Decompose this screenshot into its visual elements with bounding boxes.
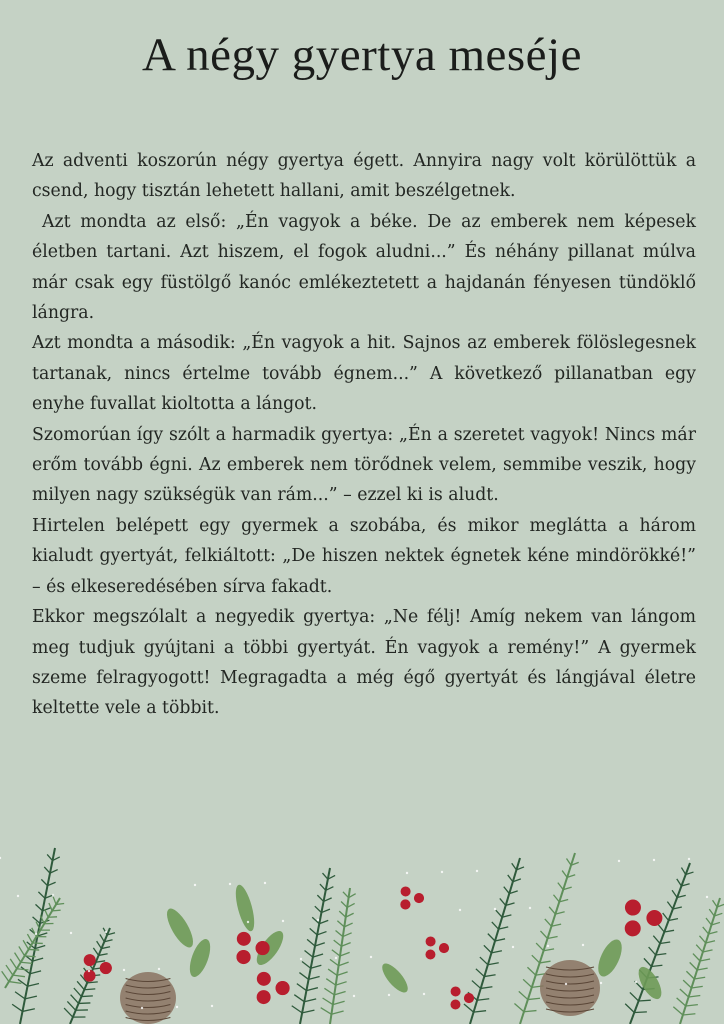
pine-needle: [336, 982, 347, 985]
pine-needle: [691, 986, 702, 988]
pine-needle: [519, 991, 528, 999]
pine-needle: [653, 936, 660, 944]
pine-needle: [21, 962, 32, 963]
snow-speck: [158, 968, 160, 970]
pine-needle: [292, 1006, 302, 1013]
pine-needle: [706, 918, 711, 925]
pine-needle: [663, 913, 669, 921]
pine-needle: [464, 1004, 474, 1012]
pine-needle: [311, 965, 322, 968]
pine-needle: [71, 995, 79, 1004]
pine-needle: [524, 1011, 537, 1012]
pine-needle: [30, 971, 41, 974]
pine-needle: [47, 854, 52, 860]
berry: [646, 910, 662, 926]
pine-needle: [49, 903, 52, 911]
pine-needle: [297, 984, 307, 991]
pine-needle: [27, 934, 32, 943]
pine-needle: [93, 948, 98, 956]
snow-speck: [247, 921, 249, 923]
snow-speck: [600, 982, 602, 984]
pine-needle: [56, 904, 64, 905]
pine-needle: [100, 934, 104, 941]
pine-needle: [496, 910, 502, 917]
berry: [464, 993, 474, 1003]
pine-needle: [302, 962, 311, 969]
pine-needle: [23, 1009, 35, 1012]
pine-needle: [677, 879, 682, 886]
snow-speck: [0, 857, 1, 859]
pine-needle: [686, 1005, 698, 1006]
pine-needle: [651, 965, 662, 966]
pine-needle: [476, 969, 484, 977]
pine-cone: [540, 960, 600, 1016]
berry: [439, 943, 449, 953]
snow-speck: [476, 870, 478, 872]
pine-needle: [693, 954, 700, 961]
snow-speck: [388, 994, 390, 996]
pine-needle: [336, 930, 343, 936]
pine-needle: [302, 1010, 314, 1013]
pine-needle: [639, 1000, 651, 1001]
pine-needle: [523, 979, 532, 987]
pine-needle: [488, 934, 495, 941]
story-text: [32, 146, 696, 724]
pine-needle: [15, 992, 25, 999]
pine-cone: [120, 972, 176, 1024]
pine-needle: [334, 991, 345, 994]
pine-needle: [540, 931, 547, 939]
pine-needle: [484, 945, 492, 953]
pine-needle: [87, 982, 98, 983]
snow-speck: [441, 871, 443, 873]
leaf: [593, 936, 626, 980]
snow-speck: [706, 896, 708, 898]
berry: [400, 899, 410, 909]
pine-needle: [324, 988, 334, 995]
snow-speck: [529, 907, 531, 909]
pine-needle: [23, 940, 28, 949]
snow-speck: [17, 895, 19, 897]
pine-needle: [697, 968, 707, 970]
pine-needle: [15, 953, 21, 963]
snow-speck: [547, 945, 549, 947]
pine-needle: [322, 873, 327, 879]
winter-greenery-border: [0, 838, 724, 1024]
berry: [451, 986, 461, 996]
berry: [414, 893, 424, 903]
pine-needle: [310, 928, 317, 935]
paragraph: Szomorúan így szólt a harmadik gyertya: „Én a szeretet vagyok! Nincs már erőm tovább égni. Az emberek nem törődnek velem, semmibe veszik, hogy milyen nagy szükségük van rám...” – ezzel ki is aludt.: [32, 424, 696, 506]
pine-needle: [532, 955, 540, 963]
berry: [257, 990, 271, 1004]
pine-needle: [33, 958, 44, 961]
berry: [625, 900, 641, 916]
pine-needle: [28, 983, 39, 986]
pine-needle: [536, 943, 543, 951]
pine-needle: [667, 902, 672, 909]
snow-speck: [105, 931, 107, 933]
leaf: [378, 960, 412, 997]
snow-speck: [35, 933, 37, 935]
berry: [237, 932, 251, 946]
snow-speck: [565, 983, 567, 985]
snow-speck: [194, 884, 196, 886]
pine-needle: [332, 950, 340, 956]
pine-needle: [35, 904, 42, 910]
berry: [625, 920, 641, 936]
pine-needle: [13, 975, 25, 977]
pine-needle: [45, 909, 49, 917]
pine-needle: [690, 962, 697, 970]
pine-needle: [321, 1008, 332, 1015]
pine-needle: [337, 972, 347, 976]
pine-needle: [649, 947, 656, 955]
pine-needle: [330, 959, 339, 965]
pine-needle: [74, 988, 82, 997]
pine-needle: [328, 969, 337, 975]
snow-speck: [688, 858, 690, 860]
pine-needle: [488, 963, 499, 965]
pine-needle: [19, 946, 25, 955]
pine-needle: [672, 890, 677, 897]
pine-needle: [9, 982, 21, 984]
pine-needle: [67, 1001, 75, 1010]
snow-speck: [70, 932, 72, 934]
pine-needle: [44, 867, 50, 873]
pine-needle: [25, 996, 37, 999]
pine-needle: [299, 973, 308, 980]
pine-needle: [696, 945, 703, 952]
pine-needle: [334, 940, 342, 946]
pine-needle: [339, 911, 345, 917]
pine-needle: [477, 999, 489, 1001]
snow-speck: [635, 981, 637, 983]
pine-needle: [484, 975, 495, 977]
pine-needle: [64, 1008, 73, 1017]
snow-speck: [494, 908, 496, 910]
pine-needle: [566, 858, 571, 865]
pine-needle: [689, 995, 701, 997]
snow-speck: [88, 970, 90, 972]
berry: [236, 950, 250, 964]
pine-needle: [315, 906, 322, 912]
pine-needle: [323, 998, 333, 1005]
pine-needle: [514, 1003, 523, 1011]
snow-speck: [653, 859, 655, 861]
pine-needle: [703, 927, 709, 934]
pine-needle: [545, 919, 552, 926]
pine-needle: [658, 924, 664, 932]
pine-needle: [326, 979, 335, 985]
pine-needle: [562, 871, 567, 878]
pine-needle: [512, 863, 517, 870]
berry: [425, 949, 435, 959]
pine-needle: [709, 909, 714, 916]
pine-needle: [472, 981, 481, 989]
pine-needle: [53, 897, 56, 905]
pine-needle: [500, 898, 506, 905]
berry: [276, 981, 290, 995]
pine-needle: [10, 959, 17, 969]
berry: [100, 962, 112, 974]
leaf: [232, 883, 258, 933]
pine-needle: [528, 998, 540, 999]
snow-speck: [618, 860, 620, 862]
pine-needle: [333, 1001, 345, 1004]
snow-speck: [176, 1006, 178, 1008]
pine-needle: [508, 875, 513, 882]
pine-needle: [77, 981, 84, 989]
snow-speck: [141, 1007, 143, 1009]
berry: [401, 886, 411, 896]
pine-needle: [306, 988, 317, 991]
pine-needle: [339, 962, 349, 966]
pine-needle: [558, 883, 563, 890]
pine-needle: [305, 950, 313, 957]
pine-needle: [309, 976, 320, 979]
pine-needle: [12, 1004, 22, 1011]
pine-needle: [644, 958, 651, 966]
pine-needle: [625, 1004, 634, 1013]
pine-needle: [41, 879, 47, 885]
paragraph: Ekkor megszólalt a negyedik gyertya: „Ne félj! Amíg nekem van lángom meg tudjuk gyújtani a többi gyertyát. Én vagyok a remény!” A gyermek szeme felragyogott! Megragadta a még égő gyertyát és lángjával életre keltette vele a többit.: [32, 607, 696, 719]
pine-needle: [686, 971, 694, 979]
snow-speck: [335, 957, 337, 959]
pine-needle: [481, 987, 493, 989]
pine-needle: [527, 967, 535, 975]
snow-speck: [512, 946, 514, 948]
berry: [256, 941, 270, 955]
pine-needle: [480, 957, 488, 965]
pine-needle: [341, 901, 347, 907]
pine-needle: [694, 977, 705, 979]
berry: [257, 972, 271, 986]
paragraph: Hirtelen belépett egy gyermek a szobába, és mikor meglátta a három kialudt gyertyát, felkiáltott: „De hiszen nektek égnetek kéne mindörökké!” – és elkeseredésében sírva fakadt.: [32, 515, 696, 597]
pine-needle: [304, 999, 316, 1002]
pine-needle: [17, 969, 29, 970]
pine-needle: [331, 1011, 343, 1014]
snow-speck: [317, 919, 319, 921]
pine-needle: [504, 887, 510, 894]
snow-speck: [353, 995, 355, 997]
berry: [84, 954, 96, 966]
pine-needle: [307, 939, 315, 946]
pine-needle: [52, 910, 60, 911]
pine-needle: [337, 921, 344, 927]
pine-needle: [313, 954, 323, 957]
pine-needle: [544, 949, 555, 951]
pine-needle: [84, 989, 95, 990]
snow-speck: [423, 993, 425, 995]
pine-needle: [683, 1014, 696, 1015]
pine-needle: [492, 922, 499, 929]
pine-needle: [320, 884, 326, 890]
pine-needle: [549, 907, 555, 914]
pine-needle: [553, 895, 559, 902]
snow-speck: [300, 958, 302, 960]
leaf: [162, 905, 198, 951]
pine-needle: [81, 996, 92, 997]
berry: [426, 936, 436, 946]
snow-speck: [459, 909, 461, 911]
pine-needle: [97, 941, 102, 948]
pine-needle: [699, 936, 705, 943]
pine-needle: [677, 998, 686, 1006]
snow-speck: [123, 969, 125, 971]
snow-speck: [282, 920, 284, 922]
snow-speck: [211, 1005, 213, 1007]
pine-needle: [343, 892, 349, 898]
snow-speck: [370, 956, 372, 958]
pine-needle: [681, 868, 685, 875]
paragraph: Azt mondta a második: „Én vagyok a hit. Sajnos az emberek fölöslegesnek tartanak, nincs értelme tovább égnem...” A következő pillanatban egy enyhe fuvallat kioltotta a lángot.: [32, 333, 696, 415]
pine-needle: [713, 900, 718, 907]
pine-needle: [25, 956, 36, 957]
snow-speck: [582, 944, 584, 946]
snow-speck: [264, 882, 266, 884]
berry: [450, 999, 460, 1009]
page-title: A négy gyertya meséje: [142, 29, 582, 81]
pine-needle: [6, 965, 13, 975]
pine-needle: [29, 949, 40, 950]
snow-speck: [229, 883, 231, 885]
paragraph: Az adventi koszorún négy gyertya égett. Annyira nagy volt körülöttük a csend, hogy tisztán lehetett hallani, amit beszélgetnek.: [32, 151, 696, 202]
pine-needle: [630, 992, 639, 1001]
pine-needle: [2, 971, 9, 981]
pine-needle: [540, 961, 551, 963]
paragraph: Azt mondta az első: „Én vagyok a béke. De az emberek nem képesek életben tartani. Azt hiszem, el fogok aludni...” És néhány pillanat múlva már csak egy füstölgő kanóc emlékeztetett a hajdanán fényesen tündöklő lángra.: [32, 211, 696, 324]
pine-needle: [474, 1011, 487, 1012]
pine-needle: [656, 954, 667, 955]
pine-needle: [634, 1012, 647, 1013]
pine-needle: [680, 989, 689, 997]
pine-needle: [673, 1007, 683, 1015]
snow-speck: [52, 894, 54, 896]
pine-needle: [294, 995, 304, 1002]
snow-speck: [406, 872, 408, 874]
pine-needle: [683, 980, 691, 988]
pine-needle: [317, 895, 323, 901]
pine-needle: [38, 892, 45, 898]
